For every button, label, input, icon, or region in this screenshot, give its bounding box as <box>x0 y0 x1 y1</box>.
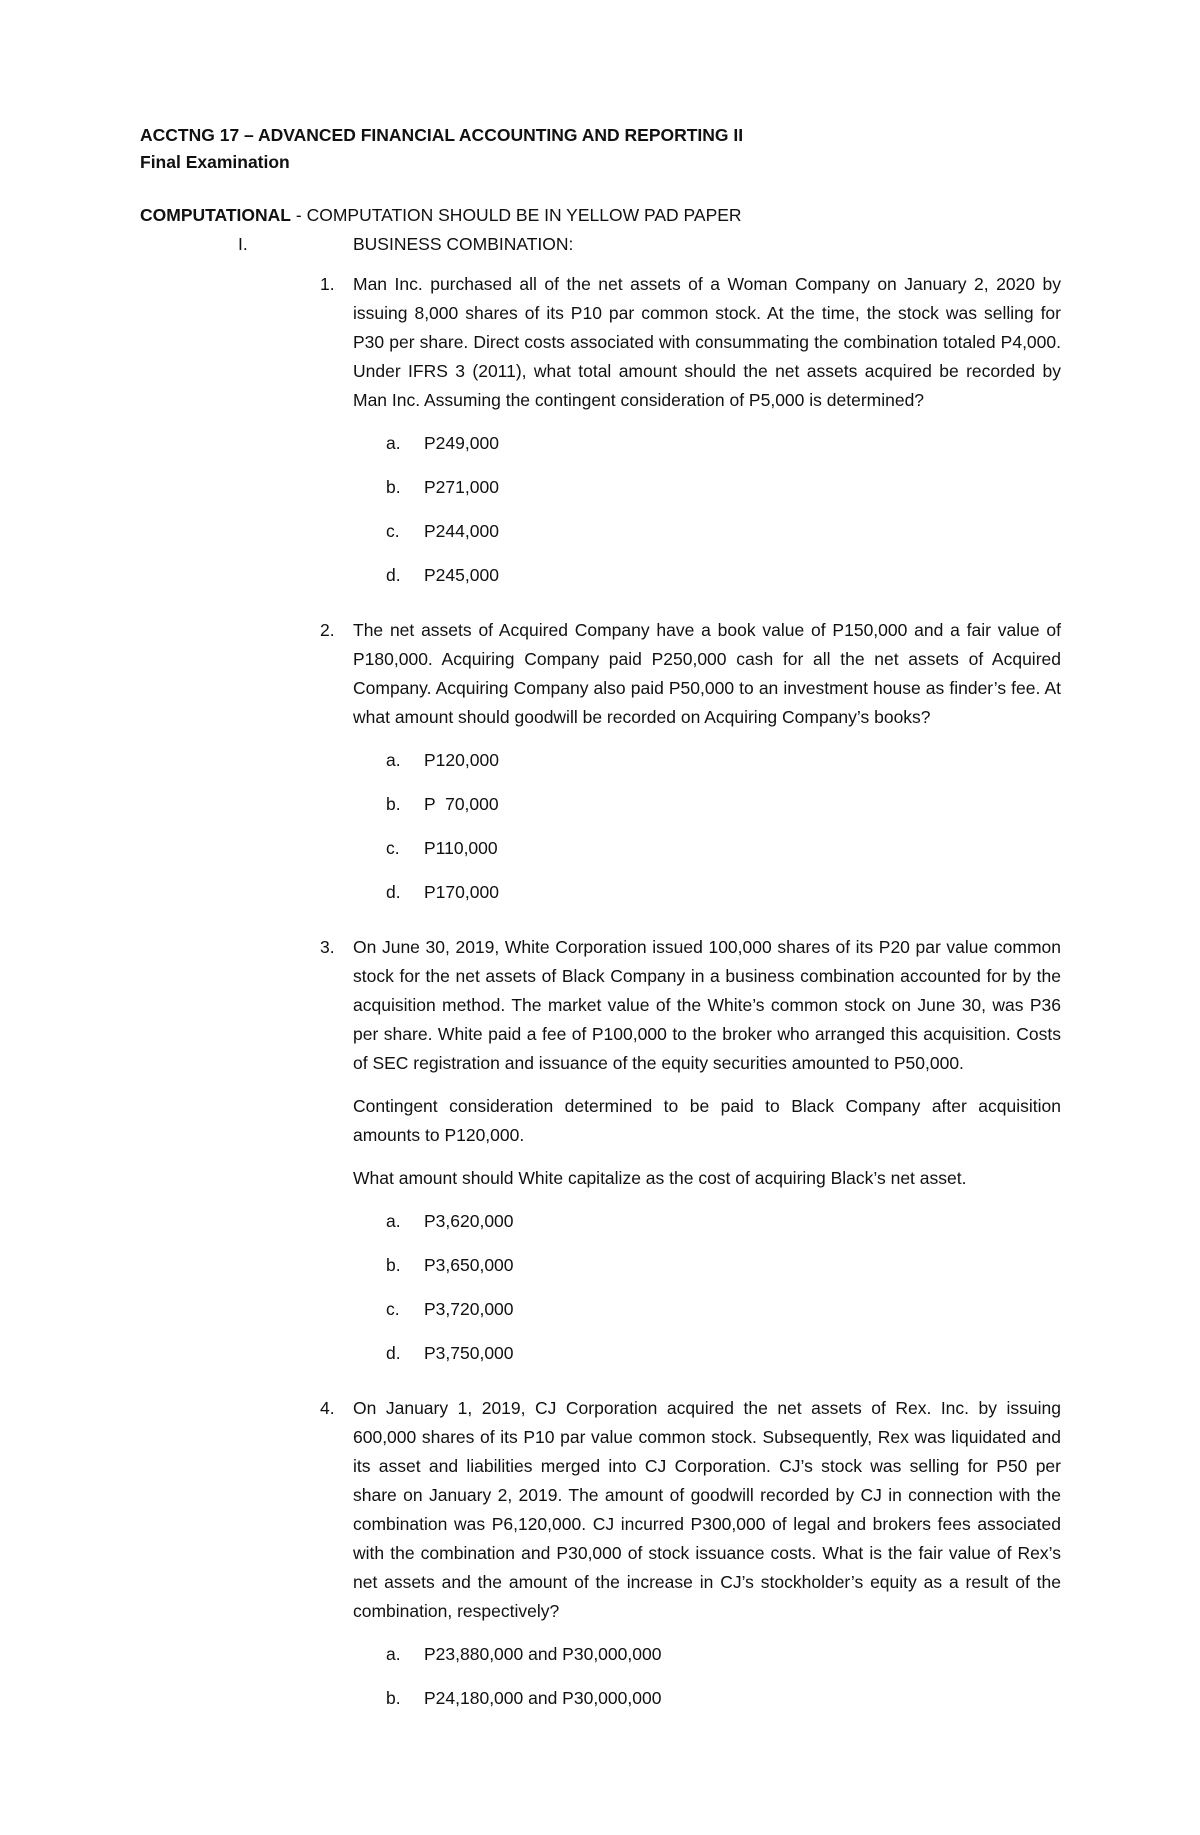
choice-letter: a. <box>386 1211 401 1231</box>
answer-choice <box>353 1684 1061 1728</box>
answer-choice <box>353 473 1061 517</box>
section-separator: - <box>291 205 307 225</box>
exam-title: Final Examination <box>140 152 290 172</box>
choice-letter: a. <box>386 750 401 770</box>
choice-letter: d. <box>386 1343 401 1363</box>
question-item <box>0 933 1200 1383</box>
answer-choice <box>353 1207 1061 1251</box>
answer-choice <box>353 1251 1061 1295</box>
choice-list <box>353 1640 1061 1728</box>
answer-choice <box>353 1295 1061 1339</box>
question-body <box>353 933 1061 1383</box>
question-number: 2. <box>320 620 335 640</box>
answer-choice <box>353 561 1061 605</box>
question-text: Man Inc. purchased all of the net assets of a Woman Company on January 2, 2020 by issuing 8,000 shares of its P10 par common stock. At the time, the stock was selling for P30 per share. Direct costs associated with consummating the combination totaled P4,000. Under IFRS 3 (2011), what total amount should the net assets acquired be recorded by Man Inc. Assuming the contingent consideration of P5,000 is determined? <box>353 274 1061 410</box>
choice-letter: a. <box>386 1644 401 1664</box>
choice-text: P245,000 <box>424 565 499 585</box>
subsection-title: BUSINESS COMBINATION: <box>353 234 574 254</box>
choice-letter: c. <box>386 1299 400 1319</box>
answer-choice <box>353 517 1061 561</box>
choice-letter: c. <box>386 838 400 858</box>
choice-text: P 70,000 <box>424 794 499 814</box>
choice-letter: b. <box>386 1255 401 1275</box>
question-text: What amount should White capitalize as the cost of acquiring Black’s net asset. <box>353 1168 967 1188</box>
choice-text: P3,650,000 <box>424 1255 514 1275</box>
choice-text: P244,000 <box>424 521 499 541</box>
document-header <box>140 122 743 176</box>
choice-letter: b. <box>386 794 401 814</box>
section-heading <box>140 202 742 229</box>
question-body <box>353 1394 1061 1728</box>
question-number: 3. <box>320 937 335 957</box>
question-text: On June 30, 2019, White Corporation issued 100,000 shares of its P20 par value common stock for the net assets of Black Company in a business combination accounted for by the acquisition method. The market value of the White’s common stock on June 30, was P36 per share. White paid a fee of P100,000 to the broker who arranged this acquisition. Costs of SEC registration and issuance of the equity securities amounted to P50,000. <box>353 937 1061 1073</box>
question-number: 1. <box>320 274 335 294</box>
answer-choice <box>353 790 1061 834</box>
question-item <box>0 270 1200 605</box>
choice-letter: d. <box>386 565 401 585</box>
answer-choice <box>353 1339 1061 1383</box>
question-body <box>353 616 1061 922</box>
answer-choice <box>353 746 1061 790</box>
choice-letter: b. <box>386 1688 401 1708</box>
course-title: ACCTNG 17 – ADVANCED FINANCIAL ACCOUNTING AND REPORTING II <box>140 125 744 145</box>
choice-text: P249,000 <box>424 433 499 453</box>
choice-list <box>353 746 1061 922</box>
choice-list <box>353 429 1061 605</box>
choice-list <box>353 1207 1061 1383</box>
answer-choice <box>353 429 1061 473</box>
question-number: 4. <box>320 1398 335 1418</box>
section-label: COMPUTATIONAL <box>140 205 291 225</box>
choice-text: P3,720,000 <box>424 1299 514 1319</box>
choice-text: P3,620,000 <box>424 1211 514 1231</box>
subsection-number: I. <box>238 234 248 254</box>
answer-choice <box>353 1640 1061 1684</box>
question-item <box>0 1394 1200 1728</box>
question-body <box>353 270 1061 605</box>
question-list <box>0 270 1200 1739</box>
choice-text: P170,000 <box>424 882 499 902</box>
question-text: Contingent consideration determined to be paid to Black Company after acquisition amounts to P120,000. <box>353 1096 1061 1145</box>
choice-letter: d. <box>386 882 401 902</box>
choice-letter: b. <box>386 477 401 497</box>
choice-text: P271,000 <box>424 477 499 497</box>
answer-choice <box>353 834 1061 878</box>
choice-text: P24,180,000 and P30,000,000 <box>424 1688 662 1708</box>
choice-text: P3,750,000 <box>424 1343 514 1363</box>
question-text: The net assets of Acquired Company have a book value of P150,000 and a fair value of P180,000. Acquiring Company paid P250,000 cash for all the net assets of Acquired Company. Acquiring Company also paid P50,000 to an investment house as finder’s fee. At what amount should goodwill be recorded on Acquiring Company’s books? <box>353 620 1061 727</box>
answer-choice <box>353 878 1061 922</box>
choice-text: P110,000 <box>424 838 498 858</box>
question-text: On January 1, 2019, CJ Corporation acquired the net assets of Rex. Inc. by issuing 600,000 shares of its P10 par value common stock. Subsequently, Rex was liquidated and its asset and liabilities merged into CJ Corporation. CJ’s stock was selling for P50 per share on January 2, 2019. The amount of goodwill recorded by CJ in connection with the combination was P6,120,000. CJ incurred P300,000 of legal and brokers fees associated with the combination and P30,000 of stock issuance costs. What is the fair value of Rex’s net assets and the amount of the increase in CJ’s stockholder’s equity as a result of the combination, respectively? <box>353 1398 1061 1621</box>
choice-letter: a. <box>386 433 401 453</box>
choice-text: P23,880,000 and P30,000,000 <box>424 1644 662 1664</box>
question-item <box>0 616 1200 922</box>
section-instruction: COMPUTATION SHOULD BE IN YELLOW PAD PAPER <box>306 205 742 225</box>
choice-text: P120,000 <box>424 750 499 770</box>
choice-letter: c. <box>386 521 400 541</box>
